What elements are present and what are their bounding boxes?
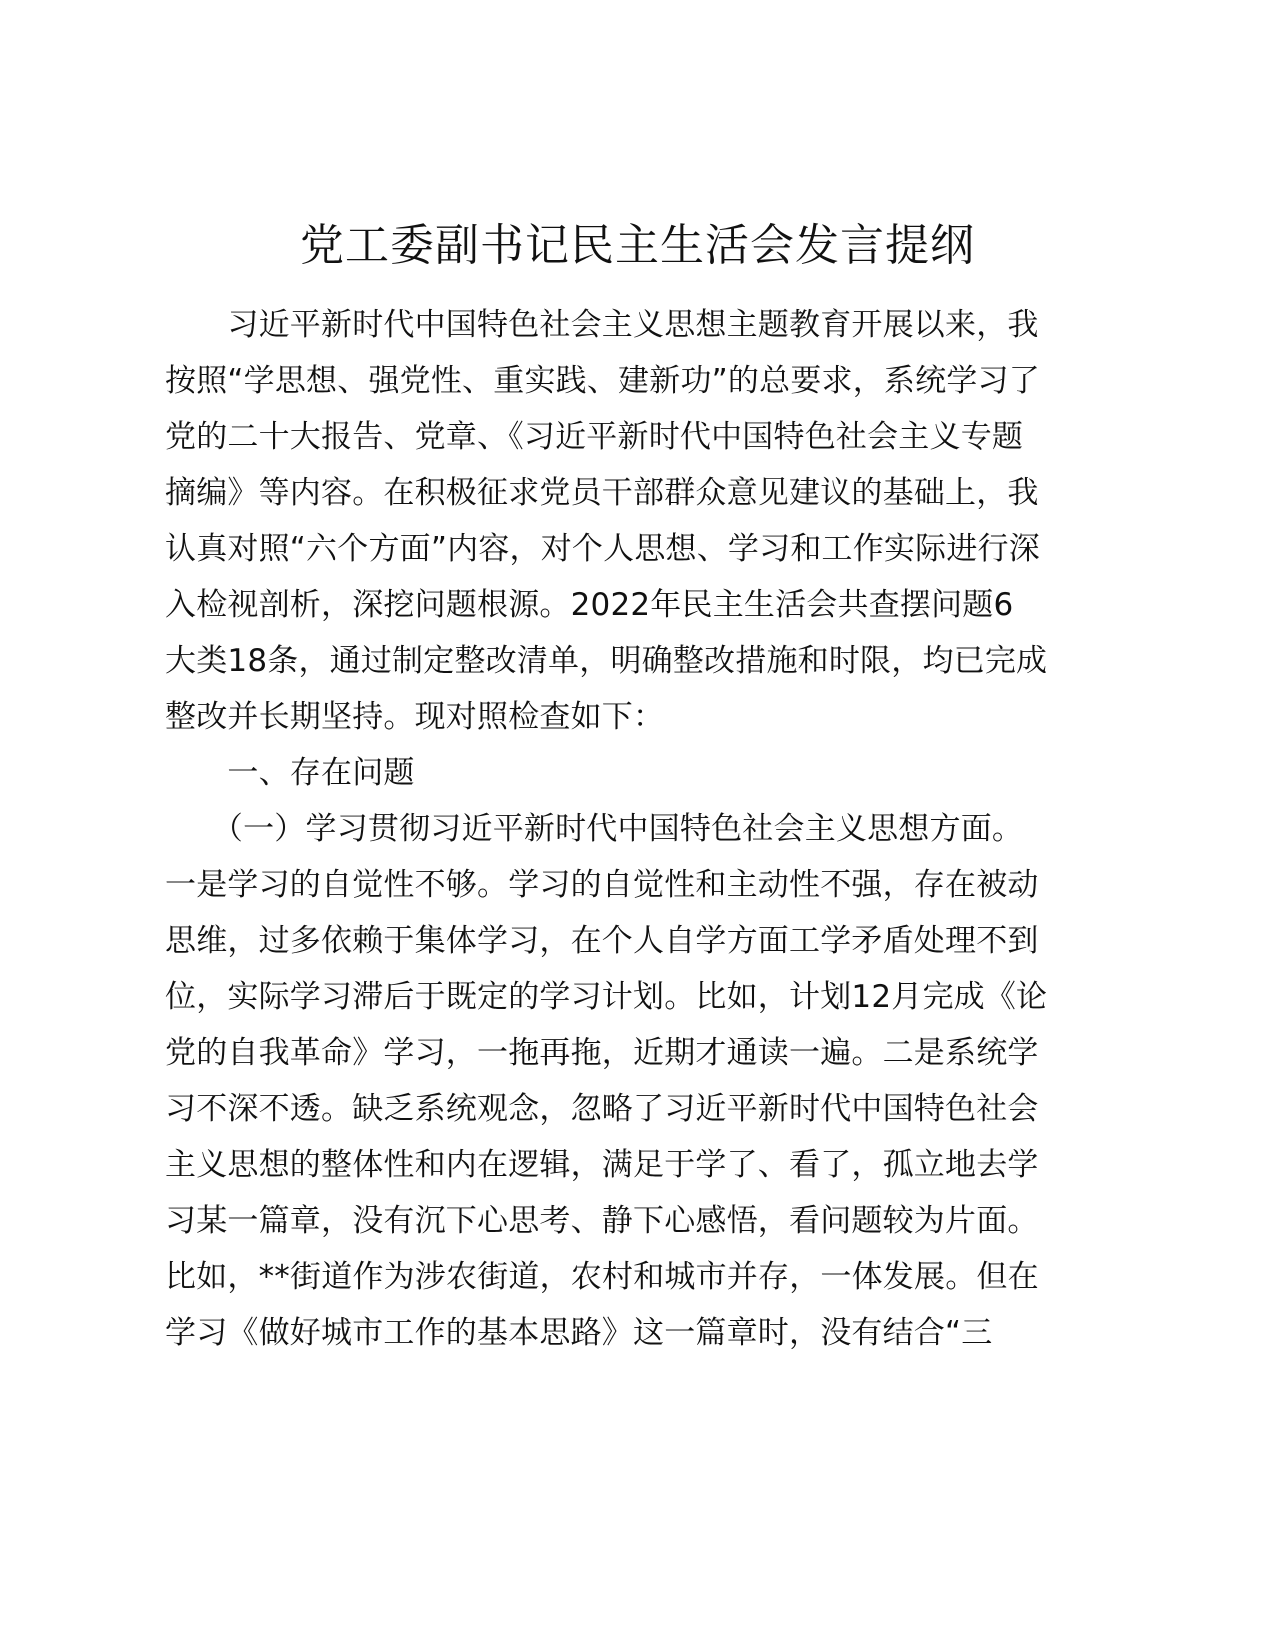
body-line-7: 大类18条，通过制定整改清单，明确整改措施和时限，均已完成 [165,643,1048,679]
body-line-18: 比如，**街道作为涉农街道，农村和城市并存，一体发展。但在 [165,1259,1039,1295]
body-line-6: 入检视剖析，深挖问题根源。2022年民主生活会共查摆问题6 [165,587,1014,623]
body-line-19: 学习《做好城市工作的基本思路》这一篇章时，没有结合“三 [165,1315,993,1351]
body-line-3: 党的二十大报告、党章、《习近平新时代中国特色社会主义专题 [165,419,1024,455]
body-line-1: 习近平新时代中国特色社会主义思想主题教育开展以来，我 [165,307,1039,343]
subsection-heading: （一）学习贯彻习近平新时代中国特色社会主义思想方面。 [165,811,1024,847]
body-line-12: 思维，过多依赖于集体学习，在个人自学方面工学矛盾处理不到 [165,923,1039,959]
body-line-16: 主义思想的整体性和内在逻辑，满足于学了、看了，孤立地去学 [165,1147,1039,1183]
body-line-4: 摘编》等内容。在积极征求党员干部群众意见建议的基础上，我 [165,475,1039,511]
body-line-14: 党的自我革命》学习，一拖再拖，近期才通读一遍。二是系统学 [165,1035,1039,1071]
body-line-13: 位，实际学习滞后于既定的学习计划。比如，计划12月完成《论 [165,979,1048,1015]
body-line-5: 认真对照“六个方面”内容，对个人思想、学习和工作实际进行深 [165,531,1040,567]
body-line-8: 整改并长期坚持。现对照检查如下： [165,699,665,735]
document-title: 党工委副书记民主生活会发言提纲 [300,220,975,271]
body-line-15: 习不深不透。缺乏系统观念，忽略了习近平新时代中国特色社会 [165,1091,1039,1127]
body-line-2: 按照“学思想、强党性、重实践、建新功”的总要求，系统学习了 [165,363,1040,399]
body-line-17: 习某一篇章，没有沉下心思考、静下心感悟，看问题较为片面。 [165,1203,1039,1239]
body-line-11: 一是学习的自觉性不够。学习的自觉性和主动性不强，存在被动 [165,867,1039,903]
section-heading: 一、存在问题 [165,755,415,791]
